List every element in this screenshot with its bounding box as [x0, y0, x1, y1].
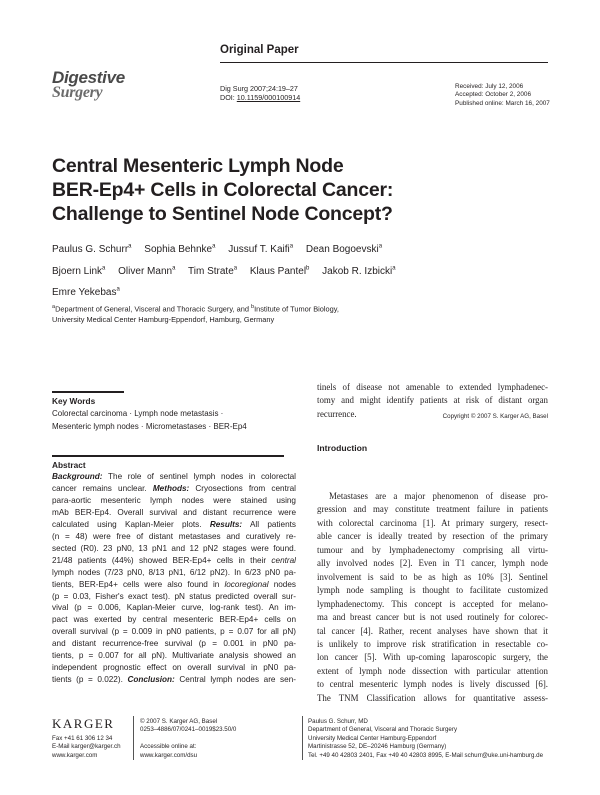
affiliation-a: Department of General, Visceral and Thoracic Surgery, and — [55, 304, 252, 314]
author-affiliation-marker: a — [128, 244, 132, 250]
abstract-continuation — [317, 381, 548, 421]
abstract-cont-line: tomy and might identify patients at risk of distant organ — [317, 395, 548, 406]
abstract-text: The role of sentinel lymph nodes in colorectal — [102, 472, 296, 481]
author-name: Bjoern Link$^a$ — [52, 265, 106, 277]
author-name: Jussuf T. Kaifi$^a$ — [228, 244, 294, 256]
abstract-cont-last: recurrence. — [317, 408, 357, 419]
abstract-text: pact was exerted by central mesenteric BER-Ep4+ cells on — [52, 615, 296, 625]
introduction-line: The TNM Classification allows for quantitative assess- — [317, 692, 548, 703]
introduction-line: gression and may constitute treatment failure in patients — [317, 504, 548, 515]
abstract-line — [52, 507, 296, 519]
footer-correspondence — [308, 718, 543, 760]
abstract-line — [52, 495, 296, 507]
copyright-notice: Copyright © 2007 S. Karger AG, Basel — [442, 412, 548, 420]
abstract-line — [52, 626, 296, 638]
keywords-line2: Mesenteric lymph nodes · Micrometastases · BER-Ep4 — [52, 422, 247, 431]
introduction-line: lymphadenectomy. This concept is accepted for melano- — [317, 598, 548, 609]
footer-divider-2 — [302, 716, 303, 760]
footer-line: Fax +41 61 306 12 34 — [52, 735, 113, 742]
introduction-line: tumour and by lymphadenectomy comprising all virtu- — [317, 544, 548, 555]
abstract-line — [52, 483, 296, 495]
footer-line: Department of General, Visceral and Thoracic Surgery — [308, 726, 458, 734]
introduction-heading: Introduction — [317, 443, 368, 453]
footer-line: © 2007 S. Karger AG, Basel — [140, 718, 218, 725]
author-affiliation-marker: a — [116, 286, 120, 293]
abstract-text: Central lymph nodes are sen- — [174, 675, 296, 685]
affiliation-line1 — [52, 302, 339, 314]
abstract-line — [52, 591, 296, 603]
published-date: Published online: March 16, 2007 — [455, 99, 550, 107]
footer-copyright — [140, 718, 236, 760]
dates-block — [455, 83, 550, 108]
abstract-line — [52, 662, 296, 674]
abstract-line — [52, 650, 296, 662]
abstract-text: tients, BER-Ep4+ cells were also found in — [52, 579, 225, 589]
author-affiliation-marker: a — [212, 244, 216, 250]
affiliations — [52, 302, 339, 325]
abstract-text: tients, p = 0.007 for all pN). Multivariate analysis showed an — [52, 651, 296, 661]
abstract-line — [52, 638, 296, 650]
introduction-line: Metastases are a major phenomenon of disease pro- — [329, 491, 548, 501]
abstract-body — [52, 471, 296, 686]
footer-contact — [52, 735, 121, 760]
abstract-cont-last-line — [317, 408, 548, 421]
abstract-section-label: Background: — [52, 472, 103, 481]
author-affiliation-marker: a — [378, 244, 383, 250]
author-name: Oliver Mann$^a$ — [118, 265, 176, 277]
footer-divider-1 — [133, 716, 134, 760]
accepted-date: Accepted: October 2, 2006 — [455, 91, 532, 99]
abstract-line — [52, 543, 296, 555]
author-affiliation-marker: a — [233, 265, 238, 272]
introduction-body — [317, 490, 548, 705]
introduction-line: involvement is said to be as high as 10% [3]. Sentinel — [317, 571, 548, 582]
footer-line — [140, 735, 236, 743]
header-rule — [220, 62, 548, 63]
affiliation-line2: University Medical Center Hamburg-Eppendorf, Hamburg, Germany — [52, 315, 275, 325]
publisher-logo: KARGER — [52, 716, 115, 731]
footer-line: 0253–4886/07/0241–0019$23.50/0 — [140, 726, 237, 734]
author-name: Klaus Pantel$^b$ — [249, 265, 310, 277]
abstract-line — [52, 531, 296, 543]
abstract-line — [52, 555, 296, 567]
author-name: Jakob R. Izbicki$^a$ — [322, 265, 396, 277]
paper-type-label: Original Paper — [220, 44, 299, 56]
abstract-section-label: Conclusion: — [127, 675, 175, 685]
abstract-text: 21/48 patients (44%) showed BER-Ep4+ cells in their — [52, 555, 272, 565]
author-affiliation-marker: a — [102, 265, 106, 272]
journal-logo-line1: Digestive — [52, 68, 125, 87]
title-line1: Central Mesenteric Lymph Node — [52, 155, 344, 177]
abstract-line — [52, 614, 296, 626]
abstract-line — [52, 602, 296, 614]
abstract-text: cancer remains unclear. — [52, 483, 153, 493]
footer-line: Tel. +49 40 42803 2401, Fax +49 40 42803 8995, E-Mail schurr@uke.uni-hamburg.de — [308, 751, 544, 759]
citation: Dig Surg 2007;24:19–27 — [220, 84, 298, 93]
abstract-emphasis: central — [271, 555, 296, 565]
footer-line: www.karger.com/dsu — [140, 751, 198, 759]
abstract-text: Cryosections from central — [189, 483, 296, 493]
author-name: Tim Strate$^a$ — [188, 265, 238, 277]
footer-line: Accessible online at: — [140, 743, 197, 751]
citation-block — [220, 84, 300, 102]
abstract-line — [52, 674, 296, 686]
abstract-text: para-aortic mesenteric lymph nodes were stained using — [52, 495, 296, 505]
abstract-text: tients (p = 0.022). — [52, 675, 128, 685]
author-name: Dean Bogoevski$^a$ — [305, 244, 383, 256]
introduction-line: with colorectal carcinoma [1]. At primary surgery, resect- — [317, 517, 548, 528]
abstract-emphasis: locoregional — [224, 579, 269, 589]
abstract-line — [52, 471, 296, 483]
introduction-line: able cancer is ideally treated by resection of the primary — [317, 531, 548, 542]
author-affiliation-marker: b — [306, 265, 310, 272]
abstract-text: sected (R0). 23 pN0, 13 pN1 and 12 pN2 stages were found. — [52, 543, 296, 553]
journal-logo-line2: Surgery — [52, 84, 103, 101]
footer-line: E-Mail karger@karger.ch — [52, 743, 121, 751]
abstract-cont-line: tinels of disease not amenable to extended lymphadenec- — [317, 382, 548, 392]
doi-prefix: DOI: — [220, 93, 237, 103]
author-name: Emre Yekebas$^a$ — [52, 286, 120, 298]
introduction-line: ma and breast cancer but is not used routinely for colorec- — [317, 612, 548, 623]
author-affiliation-marker: a — [172, 265, 176, 272]
doi-link[interactable]: 10.1159/000100914 — [236, 93, 301, 103]
footer-line: Paulus G. Schurr, MD — [308, 718, 368, 725]
abstract-text: overall survival (p = 0.009 in pN0 patients, p = 0.07 for all pN) — [52, 627, 296, 637]
abstract-section-label: Methods: — [152, 483, 190, 493]
abstract-text: calculated using Kaplan-Meier plots. — [52, 519, 210, 529]
introduction-line: extent of lymph node dissection with particular attention — [317, 665, 548, 676]
author-affiliation-marker: a — [289, 244, 294, 250]
abstract-text: (n = 48) were free of distant metastases and curatively re- — [52, 531, 296, 541]
doi-line — [220, 93, 300, 102]
abstract-text: and distant recurrence-free survival (p = 0.001 in pN0 pa- — [52, 639, 296, 649]
keywords-rule — [52, 391, 124, 393]
title-line2: BER-Ep4+ Cells in Colorectal Cancer: — [52, 179, 394, 201]
abstract-text: nodes — [268, 579, 296, 589]
introduction-line: lymph node sampling is thought to facilitate customized — [317, 585, 548, 596]
abstract-rule — [52, 455, 284, 457]
footer-line: www.karger.com — [52, 751, 98, 759]
footer-line: University Medical Center Hamburg-Eppendorf — [308, 734, 437, 742]
author-name: Paulus G. Schurr$^a$ — [52, 244, 132, 256]
keywords-line1: Colorectal carcinoma · Lymph node metastasis · — [52, 409, 224, 418]
introduction-line: tal cancer [4]. Rather, recent analyses have shown that it — [317, 625, 548, 636]
abstract-text: (p = 0.03, Fisher's exact test). pN status predicted overall sur- — [52, 591, 296, 601]
keywords-heading: Key Words — [52, 396, 96, 406]
abstract-text: All patients — [242, 519, 296, 529]
author-list — [52, 238, 452, 302]
introduction-line: to central mesenteric lymph nodes is lively discussed [6]. — [317, 679, 548, 690]
abstract-section-label: Results: — [209, 519, 243, 529]
affiliation-sup-b: b — [251, 304, 255, 310]
introduction-line: ally involved nodes [2]. Even in T1 cancer, lymph node — [317, 558, 548, 569]
abstract-line — [52, 519, 296, 531]
title-line3: Challenge to Sentinel Node Concept? — [52, 203, 393, 225]
received-date: Received: July 12, 2006 — [455, 83, 524, 90]
introduction-line: is unlikely to improve risk stratification in resectable co- — [317, 638, 548, 649]
introduction-line: lon cancer [5]. With up-coming laparoscopic surgery, the — [317, 652, 548, 663]
author-name: Sophia Behnke$^a$ — [144, 244, 216, 256]
journal-logo — [52, 70, 125, 100]
abstract-heading: Abstract — [52, 460, 86, 470]
abstract-text: independent prognostic effect on overall survival in pN0 pa- — [52, 663, 296, 673]
affiliation-sup-a: a — [52, 304, 56, 310]
footer-line: Martinistrasse 52, DE–20246 Hamburg (Germany) — [308, 743, 447, 751]
abstract-line — [52, 579, 296, 591]
abstract-text: lymph nodes (7/23 pN0, 8/13 pN1, 6/12 pN2). In 6/23 pN0 pa- — [52, 567, 296, 577]
abstract-text: vival (p = 0.006, Kaplan-Meier curve, log-rank test). An im- — [52, 603, 296, 613]
article-title — [52, 154, 552, 226]
affiliation-b: Institute of Tumor Biology, — [254, 304, 339, 314]
abstract-line — [52, 567, 296, 579]
author-affiliation-marker: a — [392, 265, 396, 272]
abstract-text: mAb BER-Ep4. Overall survival and distant recurrence were — [52, 507, 296, 517]
